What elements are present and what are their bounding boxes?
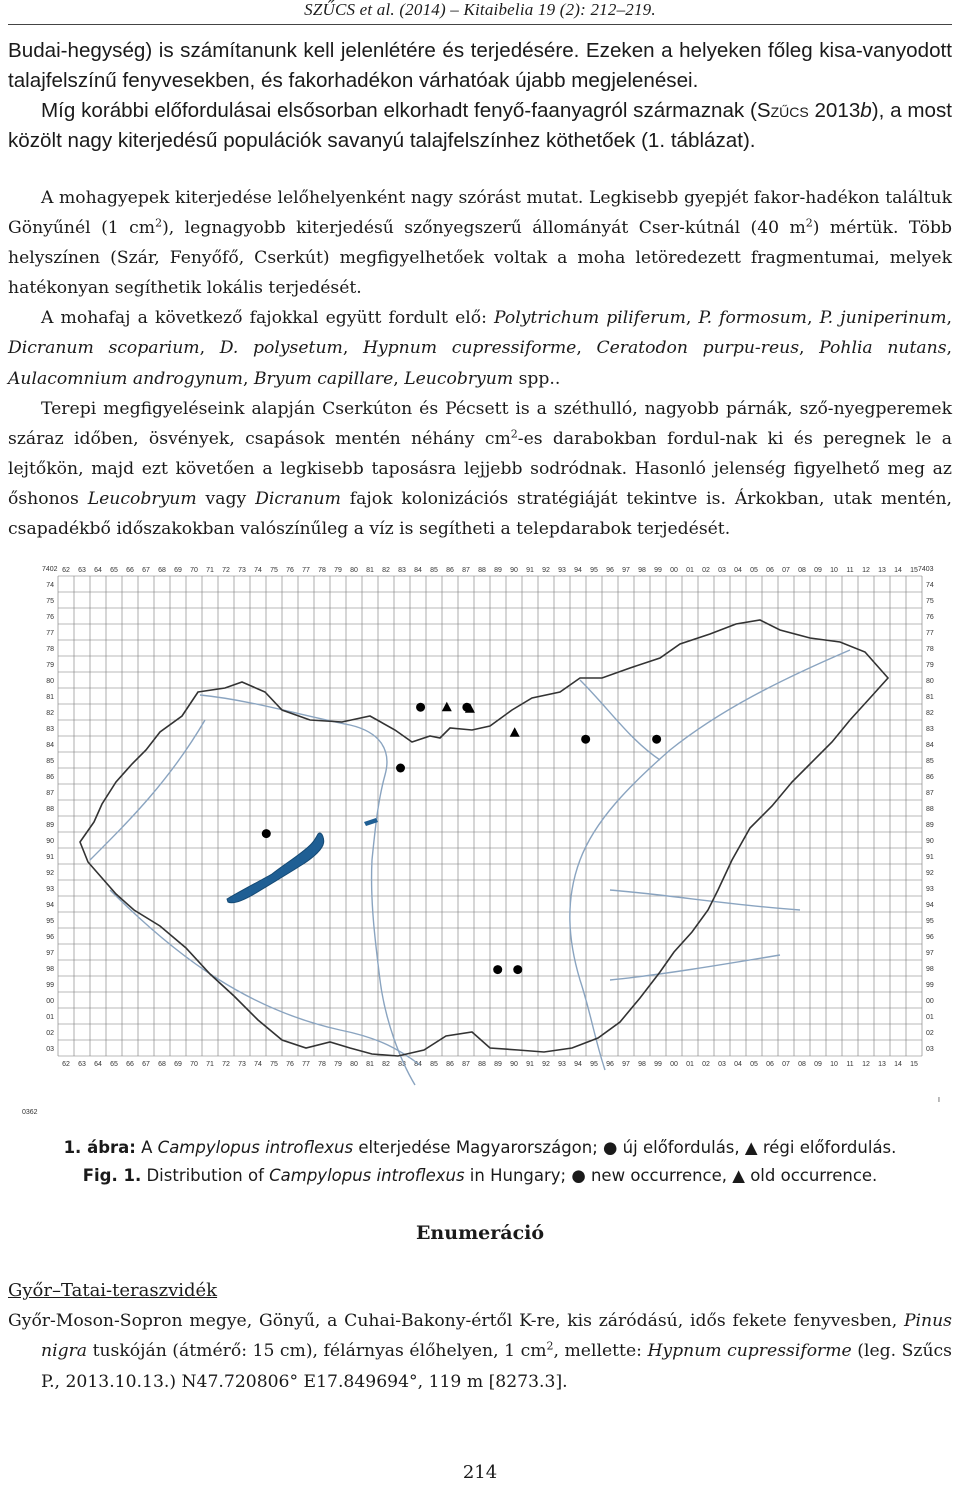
grid-column-label: 01 — [686, 1061, 694, 1068]
distribution-map — [20, 560, 948, 1120]
grid-row-label: 93 — [926, 886, 934, 893]
grid-row-label: 02 — [46, 1030, 54, 1037]
paragraph-intro — [8, 36, 952, 156]
citation-suffix: b — [860, 99, 872, 122]
river-raba — [90, 720, 205, 860]
grid-column-label: 78 — [318, 1061, 326, 1068]
grid-row-label: 82 — [926, 710, 934, 717]
grid-column-label: 86 — [446, 567, 454, 574]
grid-row-label: 76 — [46, 614, 54, 621]
grid-column-label: 86 — [446, 1061, 454, 1068]
grid-column-label: 88 — [478, 567, 486, 574]
grid-column-label: 00 — [670, 567, 678, 574]
grid-row-label: 98 — [46, 966, 54, 973]
new-occurrence-dot — [652, 735, 661, 744]
grid-column-label: 00 — [670, 1061, 678, 1068]
grid-column-label: 95 — [590, 1061, 598, 1068]
grid-column-label: 73 — [238, 567, 246, 574]
grid-row-label: 03 — [926, 1046, 934, 1053]
map-corner-label: 0362 — [22, 1109, 38, 1116]
river-koros — [610, 890, 800, 910]
grid-row-label: 84 — [926, 742, 934, 749]
superscript: 2 — [155, 216, 163, 230]
superscript: 2 — [805, 216, 813, 230]
grid-row-label: 03 — [46, 1046, 54, 1053]
grid-row-label: 95 — [926, 918, 934, 925]
grid-row-label: 97 — [46, 950, 54, 957]
text-span: tuskóján (átmérő: 15 cm), félárnyas élőhelyen, 1 cm — [87, 1341, 547, 1362]
grid-column-label: 91 — [526, 1061, 534, 1068]
grid-column-label: 08 — [798, 567, 806, 574]
grid-column-label: 68 — [158, 1061, 166, 1068]
grid-column-label: 72 — [222, 567, 230, 574]
grid-column-label: 83 — [398, 567, 406, 574]
grid-row-label: 01 — [46, 1014, 54, 1021]
grid-row-label: 89 — [926, 822, 934, 829]
grid-column-label: 14 — [894, 567, 902, 574]
grid-column-label: 64 — [94, 1061, 102, 1068]
text-span: A mohafaj a következő fajokkal együtt fordult elő: — [41, 308, 495, 329]
text-span: ), a most közölt nagy kiterjedésű populációk savanyú talajfelszínhez köthetőek (1. táblázat). — [8, 99, 952, 152]
grid-column-label: 65 — [110, 1061, 118, 1068]
grid-row-label: 90 — [926, 838, 934, 845]
grid-column-label: 79 — [334, 567, 342, 574]
grid-column-label: 88 — [478, 1061, 486, 1068]
grid-column-label: 98 — [638, 1061, 646, 1068]
page-number: 214 — [462, 1462, 498, 1483]
grid-column-label: 69 — [174, 567, 182, 574]
text-span: ), legnagyobb kiterjedésű szőnyegszerű állományát Cser-kútnál (40 m — [162, 218, 806, 239]
grid-column-label: 07 — [782, 1061, 790, 1068]
grid-row-label: 82 — [46, 710, 54, 717]
grid-row-label: 00 — [926, 998, 934, 1005]
grid-column-label: 76 — [286, 1061, 294, 1068]
grid-row-label: 88 — [46, 806, 54, 813]
grid-column-label: 85 — [430, 1061, 438, 1068]
text-span: elterjedése Magyarországon; ● új előfordulás, ▲ régi előfordulás. — [353, 1138, 897, 1157]
grid-column-label: 80 — [350, 567, 358, 574]
grid-column-label: 65 — [110, 567, 118, 574]
grid-column-label: 82 — [382, 567, 390, 574]
grid-row-label: 93 — [46, 886, 54, 893]
old-occurrence-triangle — [510, 727, 520, 737]
region-heading: Győr–Tatai-teraszvidék — [8, 1280, 218, 1301]
grid-column-label: 07 — [782, 567, 790, 574]
grid-column-label: 11 — [846, 567, 854, 574]
species-name: Bryum capillare — [253, 368, 394, 389]
grid-column-label: 03 — [718, 567, 726, 574]
grid-column-label: 72 — [222, 1061, 230, 1068]
superscript: 2 — [510, 427, 518, 441]
grid-column-label: 71 — [206, 1061, 214, 1068]
grid-row-label: 81 — [926, 694, 934, 701]
grid-column-label: 93 — [558, 1061, 566, 1068]
grid-column-label: 63 — [78, 1061, 86, 1068]
grid-row-label: 95 — [46, 918, 54, 925]
grid-row-label: 89 — [46, 822, 54, 829]
grid-column-label: 03 — [718, 1061, 726, 1068]
river-danube — [200, 695, 415, 1085]
grid-row-label: 99 — [46, 982, 54, 989]
map-corner-label: 7403 — [918, 566, 934, 573]
grid-column-label: 11 — [846, 1061, 854, 1068]
new-occurrence-dot — [493, 965, 502, 974]
grid-row-label: 74 — [46, 582, 54, 589]
grid-column-label: 73 — [238, 1061, 246, 1068]
grid-column-label: 70 — [190, 567, 198, 574]
grid-column-label: 78 — [318, 567, 326, 574]
grid-row-label: 88 — [926, 806, 934, 813]
caption-label: 1. ábra: — [63, 1138, 136, 1157]
paragraph-line — [8, 96, 952, 156]
grid-row-label: 91 — [46, 854, 54, 861]
grid-row-label: 86 — [926, 774, 934, 781]
grid-column-label: 01 — [686, 567, 694, 574]
grid-row-label: 96 — [926, 934, 934, 941]
grid-column-label: 06 — [766, 567, 774, 574]
grid-row-label: 78 — [46, 646, 54, 653]
grid-column-label: 75 — [270, 1061, 278, 1068]
grid-column-label: 08 — [798, 1061, 806, 1068]
grid-row-label: 94 — [926, 902, 934, 909]
grid-column-label: 04 — [734, 567, 742, 574]
grid-column-label: 87 — [462, 1061, 470, 1068]
grid-row-label: 75 — [46, 598, 54, 605]
grid-column-label: 81 — [366, 567, 374, 574]
grid-column-label: 05 — [750, 1061, 758, 1068]
grid-row-label: 98 — [926, 966, 934, 973]
grid-row-label: 77 — [46, 630, 54, 637]
grid-column-label: 14 — [894, 1061, 902, 1068]
grid-column-label: 13 — [878, 1061, 886, 1068]
grid-column-label: 90 — [510, 567, 518, 574]
grid-row-label: 96 — [46, 934, 54, 941]
text-span: A — [135, 1138, 158, 1157]
grid-row-label: 85 — [926, 758, 934, 765]
grid-column-label: 97 — [622, 1061, 630, 1068]
grid-column-label: 99 — [654, 567, 662, 574]
grid-column-label: 75 — [270, 567, 278, 574]
grid-column-label: 02 — [702, 1061, 710, 1068]
old-occurrence-triangle — [442, 702, 452, 712]
species-name: Aulacomnium androgynum — [8, 368, 243, 389]
species-name: Hypnum cupressiforme — [647, 1341, 852, 1362]
grid-row-label: 80 — [926, 678, 934, 685]
grid-column-label: 10 — [830, 567, 838, 574]
text-span: Győr-Moson-Sopron megye, Gönyű, a Cuhai-Bakony-értől K-re, kis záródású, idős fekete fenyvesben, — [8, 1311, 904, 1331]
species-name: P. juniperinum — [819, 308, 947, 329]
grid-column-label: 15 — [910, 1061, 918, 1068]
grid-row-label: 91 — [926, 854, 934, 861]
figure-caption-hu — [0, 1138, 960, 1157]
map-svg — [20, 560, 948, 1120]
grid-column-label: 97 — [622, 567, 630, 574]
text-span: A mohagyepek kiterjedése lelőhelyenként nagy szórást mutat. Legkisebb gyepjét fakor-hadékon találtuk Gönyűnél (1 cm — [8, 188, 952, 239]
text-span: Míg korábbi előfordulásai elsősorban elkorhadt fenyő-faanyagról származnak ( — [41, 99, 757, 122]
grid-row-label: 99 — [926, 982, 934, 989]
grid-column-label: 96 — [606, 1061, 614, 1068]
river-tisza — [570, 650, 850, 1070]
grid-column-label: 12 — [862, 567, 870, 574]
text-span: Terepi megfigyeléseink alapján Cserkúton és Pécsett is a széthulló, nagyobb párnák, sző-nyegperemek száraz időben, ösvények, csapások mentén néhány cm — [8, 398, 952, 449]
grid-row-label: 75 — [926, 598, 934, 605]
grid-column-label: 92 — [542, 1061, 550, 1068]
river-network — [90, 650, 850, 1085]
paragraph-extent — [8, 183, 952, 303]
body-text — [8, 183, 952, 544]
grid-column-label: 94 — [574, 567, 582, 574]
grid-row-label: 77 — [926, 630, 934, 637]
grid-row-label: 85 — [46, 758, 54, 765]
paragraph-line: Budai-hegység) is számítanunk kell jelenlétére és terjedésére. Ezeken a helyeken főleg kisa-vanyodott talajfelszínű fenyvesekben, és fakorhadékon várhatóak újabb megjelenései. — [8, 39, 952, 92]
species-name: Dicranum scoparium — [8, 338, 200, 359]
grid-column-label: 67 — [142, 567, 150, 574]
grid-column-label: 90 — [510, 1061, 518, 1068]
grid-column-label: 96 — [606, 567, 614, 574]
text-span: vagy — [196, 488, 256, 509]
grid-column-label: 02 — [702, 567, 710, 574]
grid-column-label: 89 — [494, 567, 502, 574]
text-span: spp. — [513, 368, 555, 389]
grid-row-label: 87 — [46, 790, 54, 797]
grid-row-label: 92 — [926, 870, 934, 877]
map-corner-label: I — [938, 1097, 940, 1104]
grid-row-label: 02 — [926, 1030, 934, 1037]
new-occurrence-dot — [262, 829, 271, 838]
species-name: Leucobryum — [87, 488, 197, 509]
grid-column-label: 89 — [494, 1061, 502, 1068]
grid-column-label: 77 — [302, 567, 310, 574]
species-name: Pohlia nutans — [819, 338, 947, 359]
species-name: Polytrichum piliferum — [494, 308, 686, 329]
species-name: Ceratodon purpu-reus — [596, 338, 800, 359]
grid-column-label: 98 — [638, 567, 646, 574]
grid-column-label: 13 — [878, 567, 886, 574]
new-occurrence-dot — [581, 735, 590, 744]
grid-column-label: 06 — [766, 1061, 774, 1068]
grid-column-label: 93 — [558, 567, 566, 574]
lake-balaton — [227, 833, 324, 903]
new-occurrence-dot — [416, 703, 425, 712]
grid-column-label: 84 — [414, 567, 422, 574]
grid-column-label: 05 — [750, 567, 758, 574]
species-name: P. formosum — [698, 308, 807, 329]
grid-column-label: 77 — [302, 1061, 310, 1068]
grid-row-label: 74 — [926, 582, 934, 589]
grid-column-label: 09 — [814, 1061, 822, 1068]
grid-row-label: 78 — [926, 646, 934, 653]
superscript: 2 — [546, 1339, 554, 1353]
section-heading: Enumeráció — [415, 1222, 545, 1244]
grid-column-label: 66 — [126, 567, 134, 574]
text-span: Distribution of — [141, 1166, 270, 1185]
grid-column-label: 95 — [590, 567, 598, 574]
grid-column-label: 15 — [910, 567, 918, 574]
new-occurrence-dot — [513, 965, 522, 974]
grid-row-label: 00 — [46, 998, 54, 1005]
grid-column-label: 66 — [126, 1061, 134, 1068]
text-span: -es darabokban fordul-nak ki és peregnek le a lejtőkön, majd ezt követően a legkisebb taposásra lejjebb sodródnak. Hasonló jelenség figyelhető meg az őshonos — [8, 428, 953, 509]
grid-column-label: 74 — [254, 567, 262, 574]
grid-column-label: 69 — [174, 1061, 182, 1068]
species-name: Hypnum cupressiforme — [362, 338, 577, 359]
grid-row-label: 81 — [46, 694, 54, 701]
text-span: (leg. Szűcs P., 2013.10.13.) N47.720806° E17.849694°, 119 m [8273.3]. — [41, 1341, 952, 1392]
grid-column-label: 74 — [254, 1061, 262, 1068]
grid-column-label: 94 — [574, 1061, 582, 1068]
grid-column-label: 70 — [190, 1061, 198, 1068]
grid-row-label: 84 — [46, 742, 54, 749]
grid-row-label: 90 — [46, 838, 54, 845]
grid-column-label: 83 — [398, 1061, 406, 1068]
new-occurrence-dot — [396, 764, 405, 773]
caption-label: Fig. 1. — [82, 1166, 142, 1185]
grid-column-label: 85 — [430, 567, 438, 574]
grid-column-label: 09 — [814, 567, 822, 574]
species-name: Dicranum — [255, 488, 341, 509]
grid-row-label: 79 — [926, 662, 934, 669]
species-name: D. polysetum — [219, 338, 343, 359]
grid-column-label: 76 — [286, 567, 294, 574]
grid-column-label: 68 — [158, 567, 166, 574]
grid-row-label: 83 — [46, 726, 54, 733]
grid-column-label: 62 — [62, 1061, 70, 1068]
occurrence-record — [8, 1306, 952, 1397]
grid-column-label: 91 — [526, 567, 534, 574]
paragraph-field-observations — [8, 394, 952, 544]
grid-column-label: 81 — [366, 1061, 374, 1068]
grid-column-label: 63 — [78, 567, 86, 574]
text-span: fajok kolonizációs stratégiáját tekintve is. Árkokban, utak mentén, csapadékbő időszakokban valószínűleg a víz is segítheti a telepdarabok terjedését. — [8, 488, 952, 540]
grid-column-label: 79 — [334, 1061, 342, 1068]
grid-column-label: 92 — [542, 567, 550, 574]
citation-year: 2013 — [808, 99, 861, 122]
grid-row-label: 86 — [46, 774, 54, 781]
text-span: ) mértük. Több helyszínen (Szár, Fenyőfő, Cserkút) megfigyelhetőek voltak a moha letöredezett fragmentumai, melyek hatékonyan segíthetik lokális terjedését. — [8, 218, 953, 299]
map-grid — [46, 567, 934, 1068]
text-span: in Hungary; ● new occurrence, ▲ old occurrence. — [464, 1166, 878, 1185]
grid-column-label: 71 — [206, 567, 214, 574]
grid-row-label: 97 — [926, 950, 934, 957]
species-name: Campylopus introflexus — [269, 1166, 465, 1185]
grid-row-label: 80 — [46, 678, 54, 685]
species-name: Pinus nigra — [41, 1311, 952, 1362]
country-border — [80, 620, 888, 1056]
grid-column-label: 84 — [414, 1061, 422, 1068]
running-head: SZŰCS et al. (2014) – Kitaibelia 19 (2): 212–219. — [304, 0, 656, 19]
grid-row-label: 79 — [46, 662, 54, 669]
map-corner-label: 7402 — [42, 566, 58, 573]
grid-row-label: 87 — [926, 790, 934, 797]
grid-column-label: 04 — [734, 1061, 742, 1068]
grid-column-label: 82 — [382, 1061, 390, 1068]
paragraph-associated-species: A mohafaj a következő fajokkal együtt fordult elő: Polytrichum piliferum, P. formosum, P. juniperinum, Dicranum scoparium, D. polysetum, Hypnum cupressiforme, Ceratodon purpu-reus, Pohlia nutans, Aulacomnium androgynum, Bryum capillare, Leucobryum spp.. — [8, 308, 952, 389]
text-span: , mellette: — [553, 1341, 648, 1362]
grid-row-label: 94 — [46, 902, 54, 909]
grid-column-label: 12 — [862, 1061, 870, 1068]
figure-caption-en — [0, 1166, 960, 1185]
grid-column-label: 62 — [62, 567, 70, 574]
grid-row-label: 92 — [46, 870, 54, 877]
occurrence-markers — [262, 644, 948, 974]
grid-column-label: 87 — [462, 567, 470, 574]
author-citation: Szűcs — [756, 99, 809, 122]
grid-column-label: 67 — [142, 1061, 150, 1068]
grid-column-label: 80 — [350, 1061, 358, 1068]
grid-column-label: 64 — [94, 567, 102, 574]
species-name: Leucobryum — [404, 368, 514, 389]
header-divider — [8, 24, 952, 25]
species-name: Campylopus introflexus — [157, 1138, 354, 1157]
grid-row-label: 83 — [926, 726, 934, 733]
grid-row-label: 01 — [926, 1014, 934, 1021]
grid-row-label: 76 — [926, 614, 934, 621]
grid-column-label: 99 — [654, 1061, 662, 1068]
grid-column-label: 10 — [830, 1061, 838, 1068]
